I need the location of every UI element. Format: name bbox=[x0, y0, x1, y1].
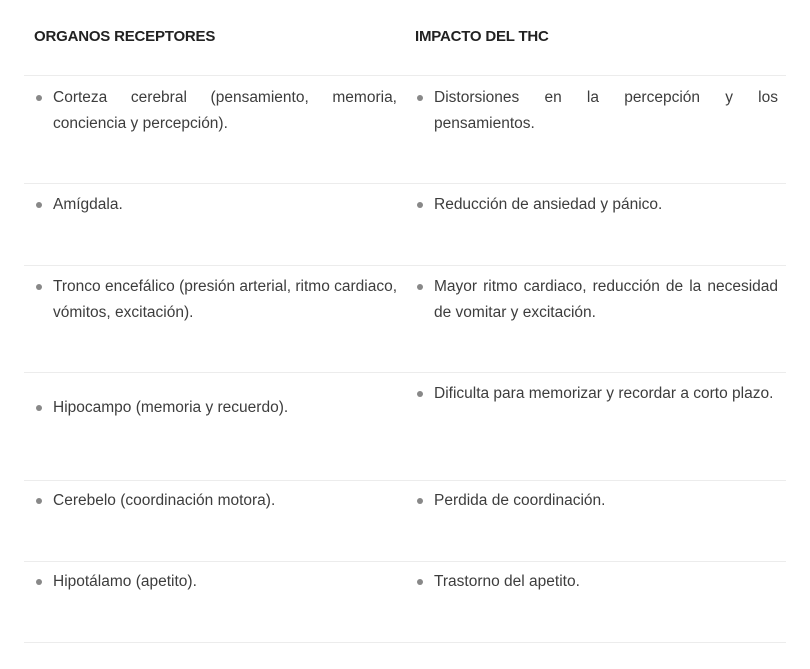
table-cell-impact: Reducción de ansiedad y pánico. bbox=[415, 192, 778, 218]
column-header-organs: ORGANOS RECEPTORES bbox=[34, 28, 216, 45]
table-cell-organ: Tronco encefálico (presión arterial, ritmo cardiaco, vómitos, excitación). bbox=[34, 274, 397, 326]
bullet-icon bbox=[417, 391, 423, 397]
bullet-icon bbox=[36, 405, 42, 411]
table-cell-organ: Hipocampo (memoria y recuerdo). bbox=[34, 395, 397, 421]
row-divider bbox=[24, 480, 786, 481]
table-cell-impact: Distorsiones en la percepción y los pensamientos. bbox=[415, 85, 778, 137]
bullet-icon bbox=[417, 498, 423, 504]
table-cell-organ: Amígdala. bbox=[34, 192, 397, 218]
row-divider bbox=[24, 561, 786, 562]
bullet-icon bbox=[36, 95, 42, 101]
table-cell-impact: Dificulta para memorizar y recordar a corto plazo. bbox=[415, 381, 778, 407]
table-cell-impact: Mayor ritmo cardiaco, reducción de la necesidad de vomitar y excitación. bbox=[415, 274, 778, 326]
table-cell-impact: Perdida de coordinación. bbox=[415, 488, 778, 514]
row-divider bbox=[24, 265, 786, 266]
row-divider bbox=[24, 183, 786, 184]
table-cell-organ: Cerebelo (coordinación motora). bbox=[34, 488, 397, 514]
table-cell-organ: Corteza cerebral (pensamiento, memoria, conciencia y percepción). bbox=[34, 85, 397, 137]
table-cell-organ: Hipotálamo (apetito). bbox=[34, 569, 397, 595]
bullet-icon bbox=[36, 498, 42, 504]
bullet-icon bbox=[417, 284, 423, 290]
bullet-icon bbox=[417, 579, 423, 585]
bullet-icon bbox=[36, 284, 42, 290]
column-header-impact: IMPACTO DEL THC bbox=[415, 28, 549, 45]
row-divider bbox=[24, 372, 786, 373]
bullet-icon bbox=[417, 202, 423, 208]
bullet-icon bbox=[417, 95, 423, 101]
row-divider bbox=[24, 75, 786, 76]
table-cell-impact: Trastorno del apetito. bbox=[415, 569, 778, 595]
row-divider bbox=[24, 642, 786, 643]
bullet-icon bbox=[36, 202, 42, 208]
bullet-icon bbox=[36, 579, 42, 585]
